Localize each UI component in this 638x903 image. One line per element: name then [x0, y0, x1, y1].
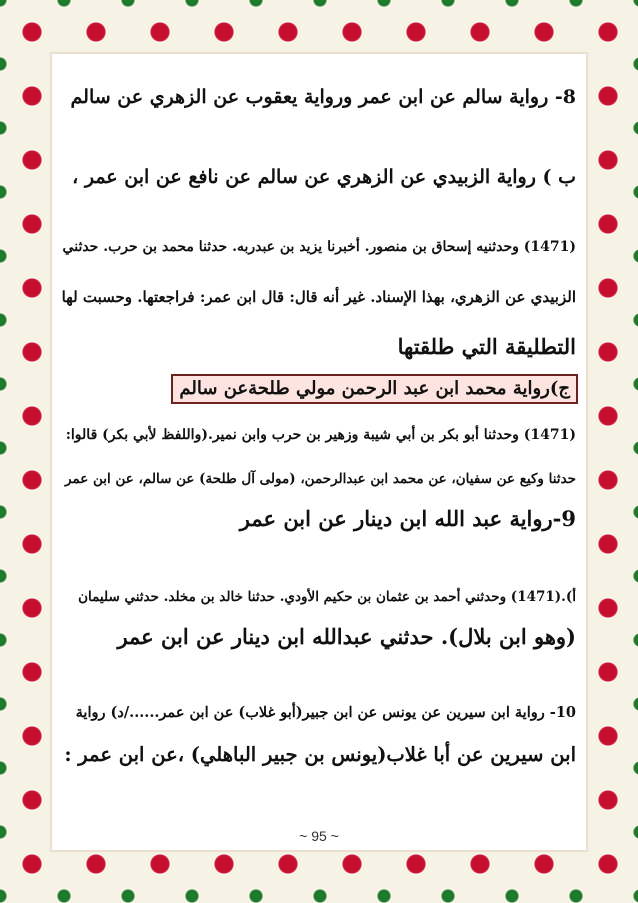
hadith-line: الزبيدي عن الزهري، بهذا الإسناد. غير أنه قال: قال ابن عمر: فراجعتها. وحسبت لها — [61, 288, 576, 306]
hadith-line: حدثنا وكيع عن سفيان، عن محمد ابن عبدالرحمن، (مولى آل طلحة) عن سالم، عن ابن عمر — [65, 471, 576, 487]
hadith-line: (1471) وحدثنيه إسحاق بن منصور. أخبرنا يزيد بن عبدربه. حدثنا محمد بن حرب. حدثني — [62, 239, 576, 255]
hadith-line: ابن سيرين عن أبا غلاب(يونس بن جبير الباهلي) ،عن ابن عمر : — [64, 743, 576, 766]
subheading-b: ب ) رواية الزبيدي عن الزهري عن سالم عن نافع عن ابن عمر ، — [72, 166, 576, 188]
hadith-line: (وهو ابن بلال). حدثني عبدالله ابن دينار عن ابن عمر — [117, 624, 576, 649]
hadith-line: أ).(1471) وحدثني أحمد بن عثمان بن حكيم الأودي. حدثنا خالد بن مخلد. حدثني سليمان — [78, 589, 576, 605]
heading-9: 9-رواية عبد الله ابن دينار عن ابن عمر — [239, 506, 576, 531]
page-number: ~ 95 ~ — [299, 828, 339, 844]
highlighted-subheading-j: ج)رواية محمد ابن عبد الرحمن مولي طلحةعن سالم — [171, 374, 578, 404]
hadith-line: التطليقة التي طلقتها — [397, 334, 576, 359]
hadith-line: (1471) وحدثنا أبو بكر بن أبي شيبة وزهير بن حرب وابن نمير.(واللفظ لأبي بكر) قالوا: — [65, 427, 576, 443]
heading-10: 10- رواية ابن سيرين عن يونس عن ابن جبير(أبو غلاب) عن ابن عمر....../د) رواية — [75, 704, 576, 721]
heading-8: 8- رواية سالم عن ابن عمر ورواية يعقوب عن الزهري عن سالم — [70, 86, 576, 108]
page-content — [52, 54, 586, 850]
page-sheet — [52, 54, 586, 850]
